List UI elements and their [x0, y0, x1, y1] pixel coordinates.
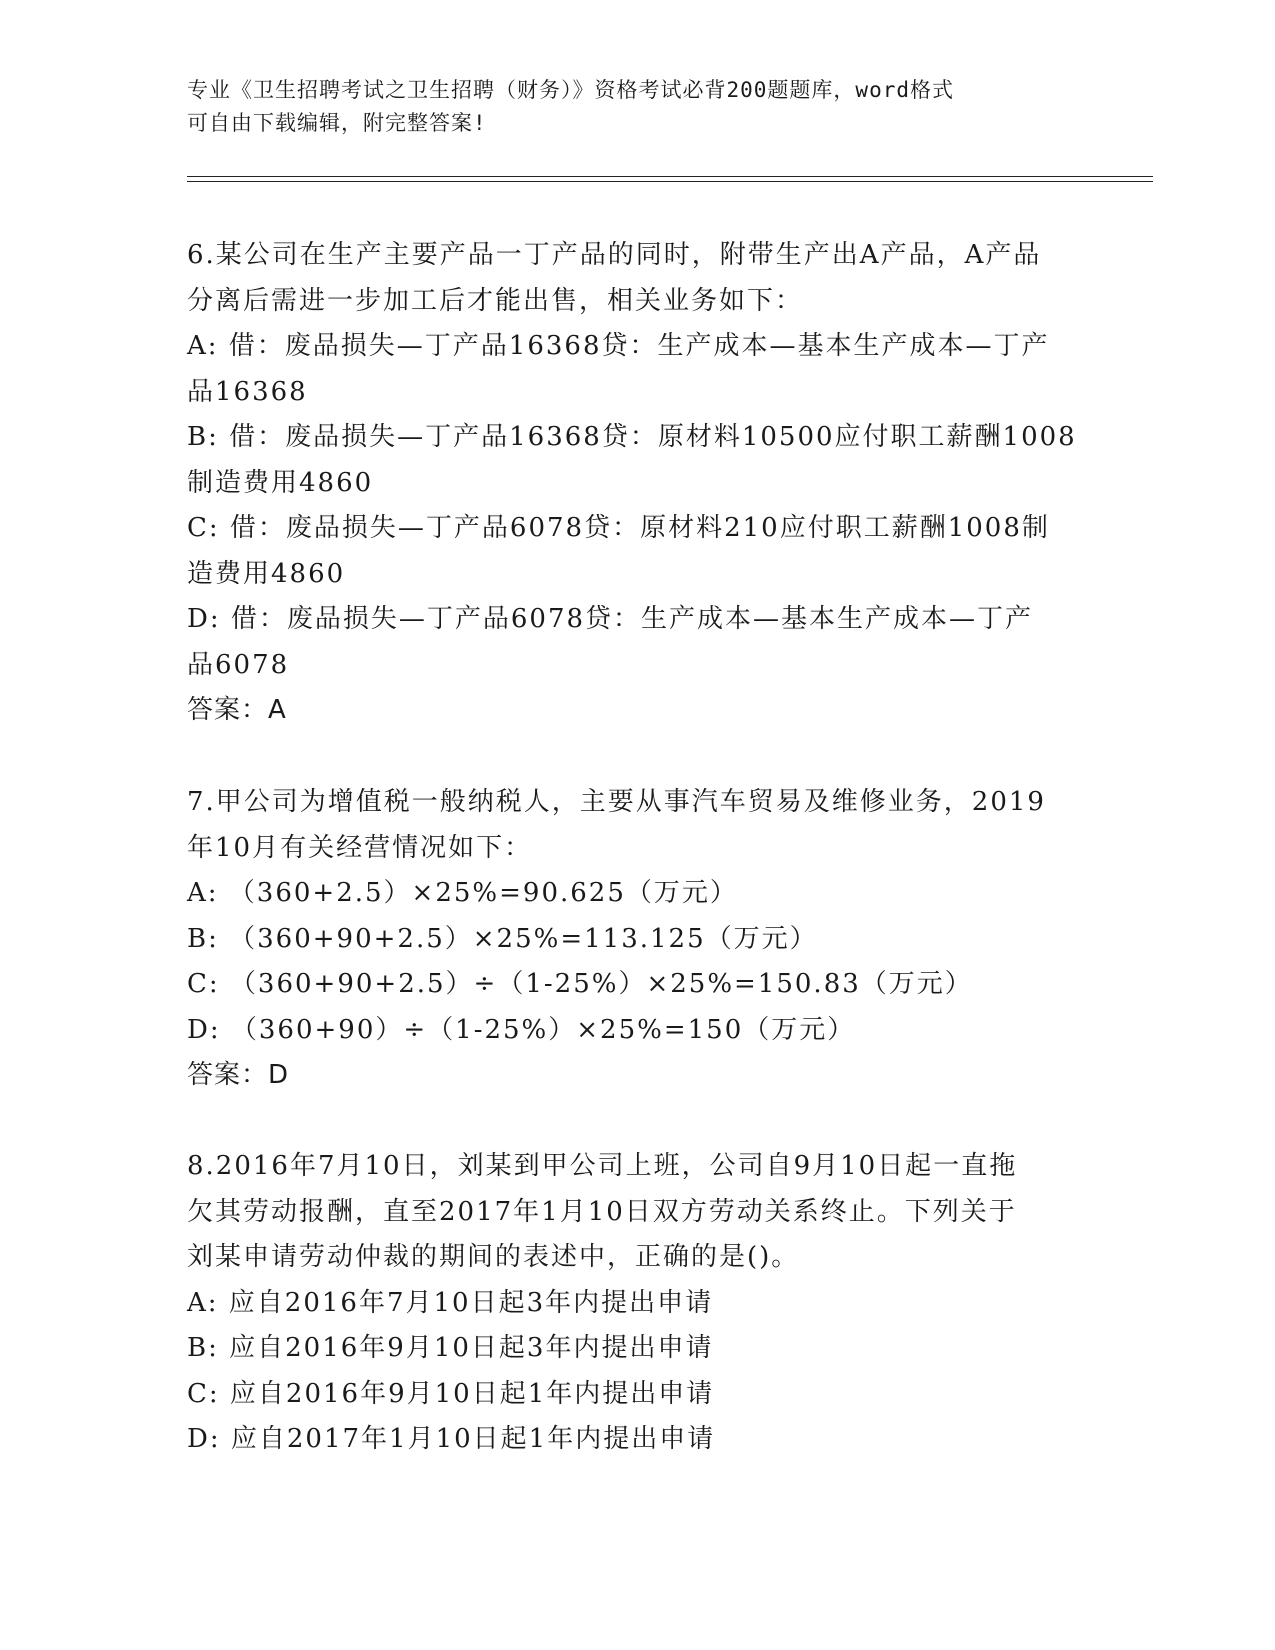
option-c-line: C: 借：废品损失—丁产品6078贷：原材料210应付职工薪酬1008制 [187, 513, 1050, 543]
document-header [187, 74, 1067, 140]
option-a-line: A: 应自2016年7月10日起3年内提出申请 [187, 1287, 714, 1318]
option-d-line: D: 应自2017年1月10日起1年内提出申请 [187, 1424, 716, 1454]
question-stem-line: 年10月有关经营情况如下： [187, 832, 533, 863]
question-8 [187, 1144, 1087, 1463]
question-stem-line: 欠其劳动报酬，直至2017年1月10日双方劳动关系终止。下列关于 [187, 1196, 1017, 1227]
option-c-line: C: （360+90+2.5）÷（1-25%）×25%=150.83（万元） [187, 969, 973, 999]
question-stem-line: 分离后需进一步加工后才能出售，相关业务如下： [187, 285, 804, 316]
option-b-line: B: 借：废品损失—丁产品16368贷：原材料10500应付职工薪酬1008 [187, 422, 1077, 452]
question-stem-line: 刘某申请劳动仲裁的期间的表述中，正确的是()。 [187, 1242, 800, 1272]
question-7 [187, 780, 1087, 1099]
answer-line: 答案：A [187, 695, 287, 725]
question-stem-line: 8.2016年7月10日，刘某到甲公司上班，公司自9月10日起一直拖 [187, 1151, 1018, 1181]
header-line-1: 专业《卫生招聘考试之卫生招聘（财务）》资格考试必背200题题库，word格式 [187, 78, 954, 102]
option-c-line: C: 应自2016年9月10日起1年内提出申请 [187, 1378, 715, 1409]
question-stem-line: 7.甲公司为增值税一般纳税人，主要从事汽车贸易及维修业务，2019 [187, 787, 1046, 817]
option-a-line: 品16368 [187, 376, 308, 407]
option-d-line: D: （360+90）÷（1-25%）×25%=150（万元） [187, 1014, 856, 1045]
option-d-line: 品6078 [187, 649, 290, 680]
question-stem-line: 6.某公司在生产主要产品一丁产品的同时，附带生产出A产品，A产品 [187, 240, 1042, 270]
header-line-2: 可自由下载编辑，附完整答案! [187, 111, 487, 135]
option-a-line: A: （360+2.5）×25%=90.625（万元） [187, 878, 738, 908]
header-divider-top [187, 176, 1153, 177]
answer-line: 答案：D [187, 1060, 290, 1090]
option-b-line: B: 应自2016年9月10日起3年内提出申请 [187, 1333, 714, 1363]
option-b-line: 制造费用4860 [187, 467, 374, 498]
option-d-line: D: 借：废品损失—丁产品6078贷：生产成本—基本生产成本—丁产 [187, 604, 1034, 634]
option-a-line: A: 借：废品损失—丁产品16368贷：生产成本—基本生产成本—丁产 [187, 331, 1050, 361]
option-c-line: 造费用4860 [187, 558, 346, 589]
option-b-line: B: （360+90+2.5）×25%=113.125（万元） [187, 923, 818, 954]
header-divider-bottom [187, 181, 1153, 182]
question-6 [187, 233, 1087, 734]
